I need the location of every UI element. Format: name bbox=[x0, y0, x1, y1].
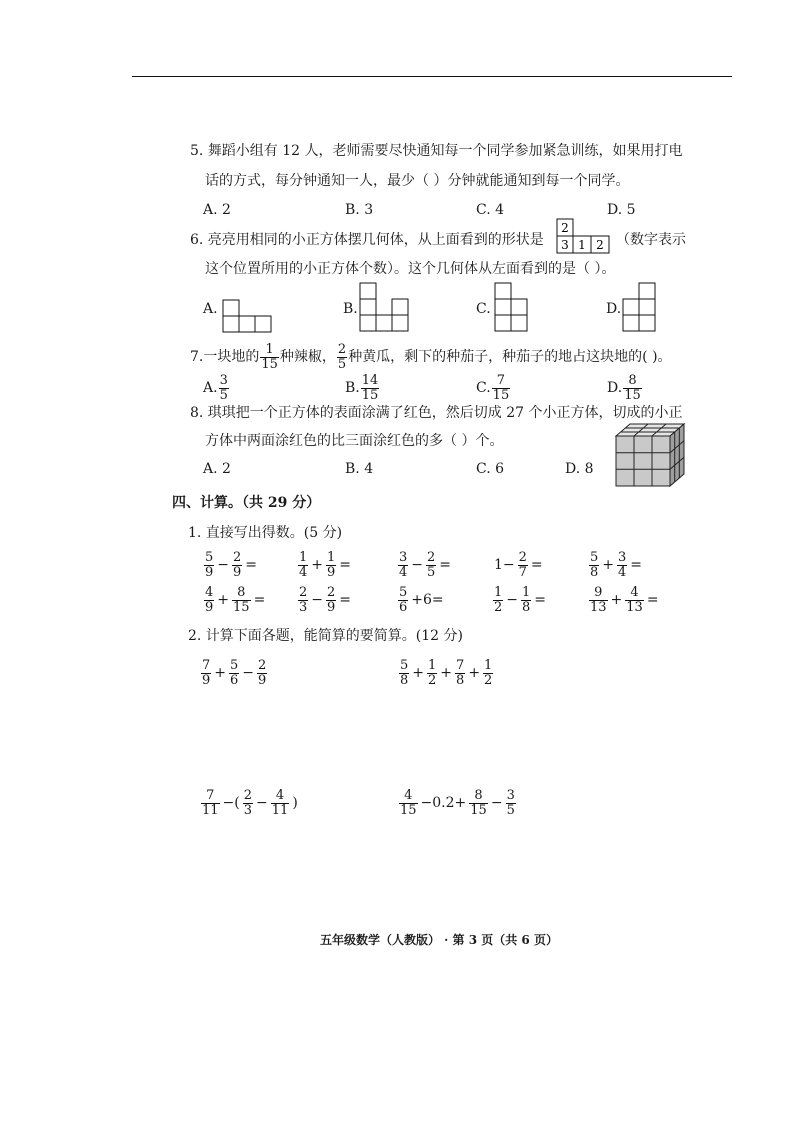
part1-title: 1. 直接写出得数。(5 分) bbox=[188, 525, 343, 541]
top-view-cell: 1 bbox=[578, 238, 586, 252]
oral-calc-item: $\frac{1}{2}$ − $\frac{1}{8}$ = bbox=[494, 584, 547, 615]
header-rule bbox=[132, 76, 732, 77]
q8-option-b: B. 4 bbox=[345, 461, 374, 477]
oral-calc-item: $\frac{5}{8}$ + $\frac{3}{4}$ = bbox=[590, 549, 643, 580]
q7-text-c: 种黄瓜，剩下的种茄子，种茄子的地占这块地的( )。 bbox=[348, 349, 672, 365]
q5-option-b: B. 3 bbox=[345, 202, 374, 218]
q6-option-b-label: B. bbox=[343, 301, 358, 317]
q8-option-d: D. 8 bbox=[565, 461, 594, 477]
oral-calc-item: $\frac{5}{6}$ +6= bbox=[399, 584, 444, 615]
oral-calc-item: $\frac{5}{9}$ − $\frac{2}{9}$ = bbox=[205, 549, 258, 580]
q7-text-b: 种辣椒， bbox=[279, 349, 336, 365]
oral-calc-item: $\frac{9}{13}$ + $\frac{4}{13}$ = bbox=[590, 584, 659, 615]
oral-calc-item: $\frac{2}{3}$ − $\frac{2}{9}$ = bbox=[299, 584, 352, 615]
part2-title: 2. 计算下面各题，能简算的要简算。(12 分) bbox=[188, 628, 463, 644]
q7-line bbox=[190, 340, 672, 374]
calc-expr-1: $\frac{7}{9}$ + $\frac{5}{6}$ − $\frac{2}{9}$ bbox=[202, 657, 267, 688]
q6-option-c-figure bbox=[494, 282, 530, 338]
q7-option-b: B. $\frac{14}{15}$ bbox=[345, 372, 379, 403]
q5-option-a: A. 2 bbox=[203, 202, 231, 218]
cube-27-figure bbox=[614, 422, 688, 492]
calc-expr-2: $\frac{5}{8}$ + $\frac{1}{2}$ + $\frac{7}{8}$ + $\frac{1}{2}$ bbox=[400, 657, 493, 688]
q5-line2: 话的方式，每分钟通知一人，最少（ ）分钟就能通知到每一个同学。 bbox=[205, 173, 630, 189]
top-view-cell: 2 bbox=[561, 221, 569, 235]
q8-option-c: C. 6 bbox=[476, 461, 505, 477]
top-view-cell: 3 bbox=[561, 238, 569, 252]
q5-option-d: D. 5 bbox=[607, 202, 636, 218]
q7-text-a: 7.一块地的 bbox=[190, 349, 260, 365]
calc-expr-3: $\frac{7}{11}$ −( $\frac{2}{3}$ − $\frac{4}{11}$ ) bbox=[202, 787, 298, 818]
q6-line2: 这个位置所用的小正方体个数）。这个几何体从左面看到的是（ ）。 bbox=[205, 261, 616, 277]
q6-top-view-diagram bbox=[556, 218, 612, 254]
q7-option-c: C. $\frac{7}{15}$ bbox=[476, 372, 510, 403]
top-view-cell: 2 bbox=[596, 238, 604, 252]
oral-calc-item: $\frac{1}{4}$ + $\frac{1}{9}$ = bbox=[299, 549, 352, 580]
q7-option-a: A. $\frac{3}{5}$ bbox=[203, 372, 228, 403]
q6-option-d-label: D. bbox=[606, 301, 622, 317]
q6-option-a-figure bbox=[222, 298, 272, 338]
q6-option-b-figure bbox=[359, 282, 411, 338]
q7-frac1: $\frac{1}{15}$ bbox=[261, 341, 278, 372]
q8-line2: 方体中两面涂红色的比三面涂红色的多（ ）个。 bbox=[205, 433, 504, 449]
calc-expr-4: $\frac{4}{15}$ −0.2+ $\frac{8}{15}$ − $\frac{3}{5}$ bbox=[400, 787, 515, 818]
q6-line1-post: （数字表示 bbox=[616, 232, 686, 248]
q6-option-c-label: C. bbox=[476, 301, 491, 317]
q7-frac2: $\frac{2}{5}$ bbox=[337, 341, 347, 372]
q8-line1: 8. 琪琪把一个正方体的表面涂满了红色，然后切成 27 个小正方体，切成的小正 bbox=[190, 405, 683, 421]
q5-line1: 5. 舞蹈小组有 12 人，老师需要尽快通知每一个同学参加紧急训练，如果用打电 bbox=[190, 143, 683, 159]
q7-option-d: D. $\frac{8}{15}$ bbox=[607, 372, 641, 403]
q6-option-d-figure bbox=[622, 282, 658, 338]
q6-option-a-label: A. bbox=[203, 301, 218, 317]
oral-calc-item: 1− $\frac{2}{7}$ = bbox=[494, 549, 543, 580]
oral-calc-item: $\frac{3}{4}$ − $\frac{2}{5}$ = bbox=[399, 549, 452, 580]
section4-title: 四、计算。（共 29 分） bbox=[172, 495, 321, 511]
page-footer: 五年级数学（人教版） · 第 3 页（共 6 页） bbox=[320, 933, 558, 947]
q6-line1: 6. 亮亮用相同的小正方体摆几何体，从上面看到的形状是 bbox=[190, 232, 544, 248]
oral-calc-item: $\frac{4}{9}$ + $\frac{8}{15}$ = bbox=[205, 584, 266, 615]
q5-option-c: C. 4 bbox=[476, 202, 505, 218]
q8-option-a: A. 2 bbox=[203, 461, 231, 477]
